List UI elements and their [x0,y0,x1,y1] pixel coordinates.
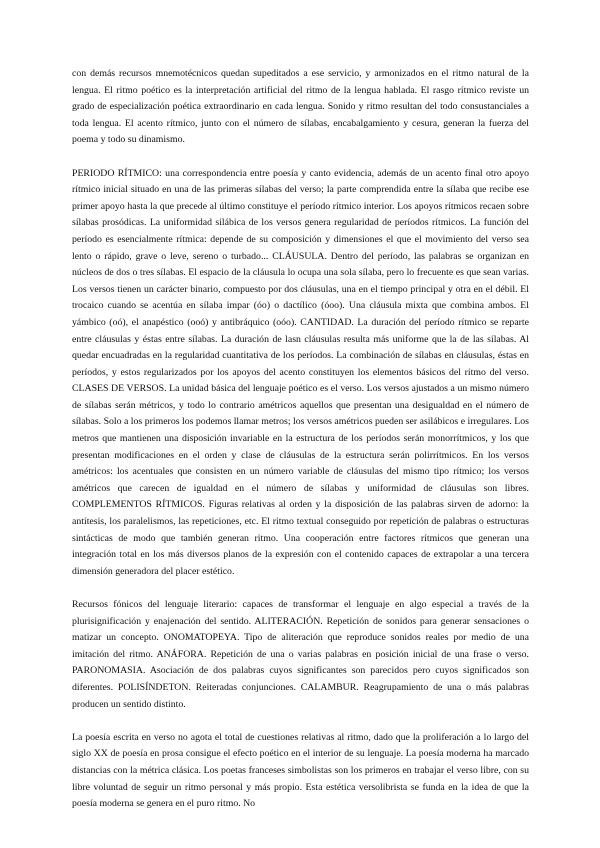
paragraph-periodo-ritmico: PERIODO RÍTMICO: una correspondencia entre poesía y canto evidencia, además de un acento final otro apoyo rítmico inicial situado en una de las primeras sílabas del verso; la parte comprendida entre la sílaba que recibe ese primer apoyo hasta la que precede al último constituye el período rítmico interior. Los apoyos rítmicos recaen sobre sílabas prosódicas. La uniformidad silábica de los versos genera regularidad de períodos rítmicos. La función del período es esencialmente rítmica: depende de su composición y dimensiones el que el movimiento del verso sea lento o rápido, grave o leve, sereno o turbado... CLÁUSULA. Dentro del período, las palabras se organizan en núcleos de dos o tres sílabas. El espacio de la cláusula lo ocupa una sola sílaba, pero lo frecuente es que sean varias. Los versos tienen un carácter binario, compuesto por dos cláusulas, una en el tiempo principal y otra en el débil. El trocaico cuando se acentúa en sílaba impar (óo) o dactílico (óoo). Una cláusula mixta que combina ambos. El yámbico (oó), el anapéstico (ooó) y antibráquico (oóo). CANTIDAD. La duración del período rítmico se reparte entre cláusulas y éstas entre sílabas. La duración de lasn cláusulas resulta más uniforme que la de las sílabas. Al quedar encuadradas en la regularidad cuantitativa de los períodos. La combinación de sílabas en cláusulas, éstas en períodos, y estos regularizados por los apoyos del acento constituyen los elementos básicos del ritmo del verso. CLASES DE VERSOS. La unidad básica del lenguaje poético es el verso. Los versos ajustados a un mismo número de sílabas serán métricos, y todo lo contrario amétricos aquellos que presentan una desigualdad en el número de sílabas. Solo a los primeros los podemos llamar metros; los versos amétricos pueden ser asilábicos e irregulares. Los metros que mantienen una disposición invariable en la estructura de los períodos serán monorrítmicos, y los que presentan modificaciones en el orden y clase de cláusulas de la estructura serán polirrítmicos. En los versos amétricos: los acentuales que consisten en un número variable de cláusulas del mismo tipo rítmico; los versos amétricos que carecen de igualdad en el número de sílabas y uniformidad de cláusulas son libres. COMPLEMENTOS RÍTMICOS. Figuras relativas al orden y la disposición de las palabras sirven de adorno: la antítesis, los paralelismos, las repeticiones, etc. El ritmo textual conseguido por repetición de palabras o estructuras sintácticas de modo que también generan ritmo. Una cooperación entre factores rítmicos que generan una integración total en los más diversos planos de la expresión con el contenido capaces de extrapolar a una tercera dimensión generadora del placer estético. [72,167,529,577]
paragraph-recursos-fonicos: Recursos fónicos del lenguaje literario: capaces de transformar el lenguaje en algo especial a través de la plurisignificación y enajenación del sentido. ALITERACIÓN. Repetición de sonidos para generar sensaciones o matizar un concepto. ONOMATOPEYA. Tipo de aliteración que reproduce sonidos reales por medio de una imitación del ritmo. ANÁFORA. Repetición de una o varias palabras en posición inicial de una frase o verso. PARONOMASIA. Asociación de dos palabras cuyos significantes son parecidos pero cuyos significados son diferentes. POLISÍNDETON. Reiteradas conjunciones. CALAMBUR. Reagrupamiento de una o más palabras producen un sentido distinto. [72,599,529,710]
paragraph-poesia-en-prosa: La poesía escrita en verso no agota el total de cuestiones relativas al ritmo, dado que la proliferación a lo largo del siglo XX de poesía en prosa consigue el efecto poético en el interior de su lenguaje. La poesía moderna ha marcado distancias con la métrica clásica. Los poetas franceses simbolistas son los primeros en trabajar el verso libre, con su libre voluntad de seguir un ritmo personal y más propio. Esta estética versolibrista se funda en la idea de que la poesía moderna se genera en el puro ritmo. No [72,731,529,810]
paragraph-ritmo-natural: con demás recursos mnemotécnicos quedan supeditados a ese servicio, y armonizados en el ritmo natural de la lengua. El ritmo poético es la interpretación artificial del ritmo de la lengua hablada. El rasgo rítmico reviste un grado de especialización poética extraordinario en cada lengua. Sonido y ritmo resultan del todo consustanciales a toda lengua. El acento rítmico, junto con el número de sílabas, encabalgamiento y cesura, generan la fuerza del poema y todo su dinamismo. [72,68,529,146]
document-page [72,66,529,813]
